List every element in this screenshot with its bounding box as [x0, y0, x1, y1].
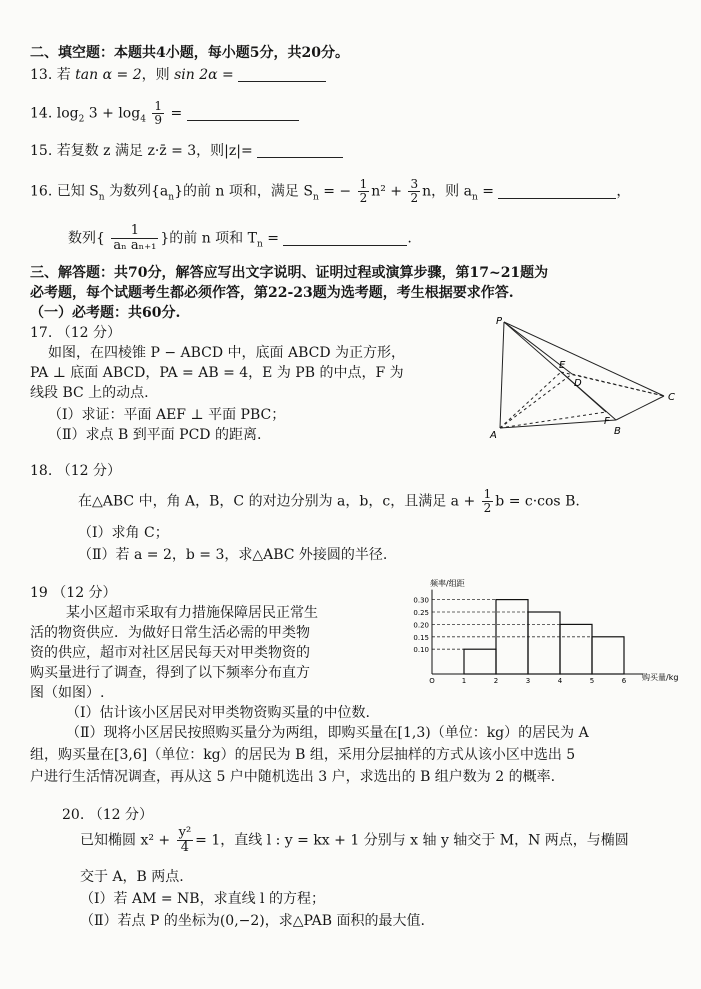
q18-line1-b: b = c·cos B.	[495, 493, 580, 510]
q20-line1-a: 已知椭圆 x² +	[80, 832, 171, 849]
question-20-title	[62, 806, 153, 824]
answer-blank-14	[187, 106, 299, 121]
histogram-x-tick-labels	[429, 677, 627, 685]
q16-f1-den: 2	[359, 191, 368, 205]
x-tick-label: 5	[589, 677, 595, 685]
q17-part2: （Ⅱ）求点 B 到平面 PCD 的距离.	[48, 427, 262, 443]
answer-blank-15	[257, 143, 343, 158]
q14-number: 14.	[30, 105, 53, 122]
q16-sub-b: n	[168, 192, 175, 203]
histogram-bar	[464, 649, 496, 674]
q16-text-a: 已知 S	[56, 183, 99, 200]
question-18-title	[30, 462, 121, 480]
q20-part1: （Ⅰ）若 AM = NB，求直线 l 的方程；	[80, 891, 325, 907]
q16-sub-a: n	[98, 192, 105, 203]
label-B: B	[614, 426, 621, 437]
required-questions-header: （一）必考题：共60分.	[30, 305, 181, 321]
q18-part2: （Ⅱ）若 a = 2，b = 3，求△ABC 外接圆的半径.	[78, 547, 388, 563]
q17-line3: 线段 BC 上的动点.	[30, 385, 149, 401]
q16-fraction-2	[408, 178, 420, 205]
q16-sub-d: n	[471, 192, 478, 203]
q18-frac-num: 1	[483, 487, 492, 501]
q18-frac-den: 2	[483, 501, 492, 515]
q18-line1	[78, 488, 580, 515]
frequency-histogram	[396, 578, 696, 696]
q19-part2-cont2: 户进行生活情况调查，再从这 5 户中随机选出 3 户，求选出的 B 组户数为 2 的概率.	[30, 769, 556, 785]
q16-l2-a: 数列{	[68, 230, 105, 247]
q20-score: （12 分）	[88, 807, 153, 823]
q13-expr-a: tan α = 2	[75, 67, 142, 83]
y-tick-label: 0.25	[413, 609, 429, 617]
q14-frac-den: 9	[154, 113, 163, 127]
question-19-title	[30, 584, 117, 602]
q16-number: 16.	[30, 183, 53, 200]
histogram-bar	[592, 637, 624, 674]
histogram-dashed-guides	[432, 600, 592, 674]
question-16	[30, 178, 630, 206]
q19-part2-cont: 组，购买量在[3,6]（单位：kg）的居民为 B 组，采用分层抽样的方式从该小区中选出 5	[30, 747, 576, 763]
q14-base-a: 2	[78, 114, 85, 125]
y-tick-label: 0.15	[413, 633, 429, 642]
q16-comma: ，	[616, 183, 631, 200]
q20-part2: （Ⅱ）若点 P 的坐标为(0,−2)，求△PAB 面积的最大值.	[80, 913, 425, 929]
question-14	[30, 100, 299, 128]
histogram-y-tick-labels	[413, 597, 429, 655]
q16-text-c: }的前 n 项和，满足 S	[174, 183, 313, 200]
histogram-y-axis-label: 频率/组距	[430, 579, 465, 588]
q16-sub-c: n	[312, 192, 319, 203]
q20-frac-num: y²	[178, 825, 192, 840]
answer-blank-13	[238, 67, 326, 82]
q14-fraction	[152, 100, 164, 127]
q16-sub-e: n	[256, 239, 263, 250]
q19-line3: 资的供应，超市对社区居民每天对甲类物资的	[30, 645, 310, 661]
q19-line2: 活的物资供应．为做好日常生活必需的甲类物	[30, 625, 310, 641]
histogram-x-axis-label: 购买量/kg	[642, 673, 679, 682]
q15-number: 15.	[30, 143, 53, 159]
q16-text-h: =	[477, 183, 494, 200]
q16-f2-den: 2	[410, 191, 419, 205]
histogram-bar	[528, 612, 560, 674]
label-P: P	[496, 316, 503, 327]
q19-score: （12 分）	[52, 585, 117, 601]
q16-fraction-1	[358, 178, 370, 205]
q18-score: （12 分）	[56, 463, 121, 479]
q16-f2-num: 3	[410, 177, 419, 191]
question-16-line2: 数列{ $\frac{1}{\text{aₙ aₙ₊₁}}$ }的前 n 项和 $T_n$ = .	[68, 223, 412, 253]
section3-header: 三、解答题：共70分，解答应写出文字说明、证明过程或演算步骤，第17~21题为	[30, 265, 549, 281]
label-D: D	[574, 378, 582, 389]
q17-number: 17.	[30, 325, 53, 341]
q17-line2: PA ⊥ 底面 ABCD，PA = AB = 4，E 为 PB 的中点，F 为	[30, 365, 404, 381]
q16-fraction-3	[111, 224, 158, 253]
q16-f3-den: aₙ aₙ₊₁	[113, 238, 157, 253]
x-tick-label: 4	[557, 677, 563, 685]
q13-text-a: 若	[56, 67, 71, 83]
label-E: E	[559, 360, 566, 371]
q16-text-b: 为数列{a	[104, 183, 169, 200]
q18-part1: （Ⅰ）求角 C；	[78, 525, 169, 541]
q16-f1-num: 1	[359, 177, 368, 191]
question-17-title	[30, 324, 121, 342]
section3-header-2: 必考题，每个试题考生都必须作答，第22-23题为选考题，考生根据要求作答.	[30, 285, 514, 301]
q14-eq: =	[166, 105, 183, 122]
q17-line1: 如图，在四棱锥 P − ABCD 中，底面 ABCD 为正方形，	[48, 345, 406, 361]
q16-f3-num: 1	[111, 224, 158, 239]
q20-frac-den: 4	[180, 840, 190, 855]
q13-expr-b: sin 2α =	[174, 67, 234, 83]
q19-number: 19	[30, 585, 48, 601]
q19-line4: 购买量进行了调查，得到了以下频率分布直方	[30, 665, 310, 681]
x-tick-label: 6	[621, 677, 627, 685]
x-tick-label: O	[429, 677, 435, 685]
question-13	[30, 66, 326, 84]
q15-text: 若复数 z 满足 z·z̄ = 3，则|z|=	[56, 143, 253, 159]
q20-line1-b: = 1，直线 l : y = kx + 1 分别与 x 轴 y 轴交于 M，N 两点，与椭圆	[195, 832, 629, 849]
q19-part1: （Ⅰ）估计该小区居民对甲类物资购买量的中位数.	[66, 705, 370, 721]
x-tick-label: 3	[525, 677, 531, 685]
histogram-bar	[560, 624, 592, 674]
q20-line2: 交于 A，B 两点.	[80, 869, 184, 885]
answer-blank-16b	[283, 231, 407, 246]
label-A: A	[490, 430, 497, 441]
answer-blank-16a	[498, 184, 616, 199]
q20-number: 20.	[62, 807, 85, 823]
q16-text-d: = −	[318, 183, 352, 200]
q13-number: 13.	[30, 67, 53, 83]
q14-log-b: 3 + log	[84, 105, 141, 122]
y-tick-label: 0.10	[413, 646, 429, 655]
q16-l2-b: }的前 n 项和 T	[160, 230, 257, 247]
q20-fraction	[177, 826, 194, 855]
x-tick-label: 1	[461, 677, 467, 685]
q19-part2: （Ⅱ）现将小区居民按照购买量分为两组，即购买量在[1,3)（单位：kg）的居民为 A	[66, 725, 589, 741]
q18-line1-a: 在△ABC 中，角 A，B，C 的对边分别为 a，b，c，且满足 a +	[78, 493, 476, 510]
q16-l2-c: =	[262, 230, 279, 247]
y-tick-label: 0.20	[413, 621, 429, 630]
question-15	[30, 142, 343, 160]
q19-line5: 图（如图）.	[30, 685, 105, 701]
q16-text-g: n，则 a	[422, 183, 472, 200]
q13-text-b: ，则	[141, 67, 170, 83]
q16-text-e: n² +	[371, 183, 407, 200]
q18-number: 18.	[30, 463, 53, 479]
q18-fraction	[482, 488, 494, 515]
label-F: F	[604, 416, 610, 427]
q19-line1: 某小区超市采取有力措施保障居民正常生	[66, 605, 318, 621]
q17-score: （12 分）	[56, 325, 121, 341]
q17-part1: （Ⅰ）求证：平面 AEF ⊥ 平面 PBC；	[48, 407, 286, 423]
label-C: C	[668, 392, 675, 403]
x-tick-label: 2	[493, 677, 499, 685]
pyramid-figure	[486, 312, 686, 444]
y-tick-label: 0.30	[413, 596, 429, 605]
q14-log-a: log	[56, 105, 79, 122]
q20-line1	[80, 826, 629, 855]
q14-base-b: 4	[140, 114, 146, 125]
section2-header: 二、填空题：本题共4小题，每小题5分，共20分。	[30, 45, 349, 61]
q14-frac-num: 1	[154, 99, 163, 113]
